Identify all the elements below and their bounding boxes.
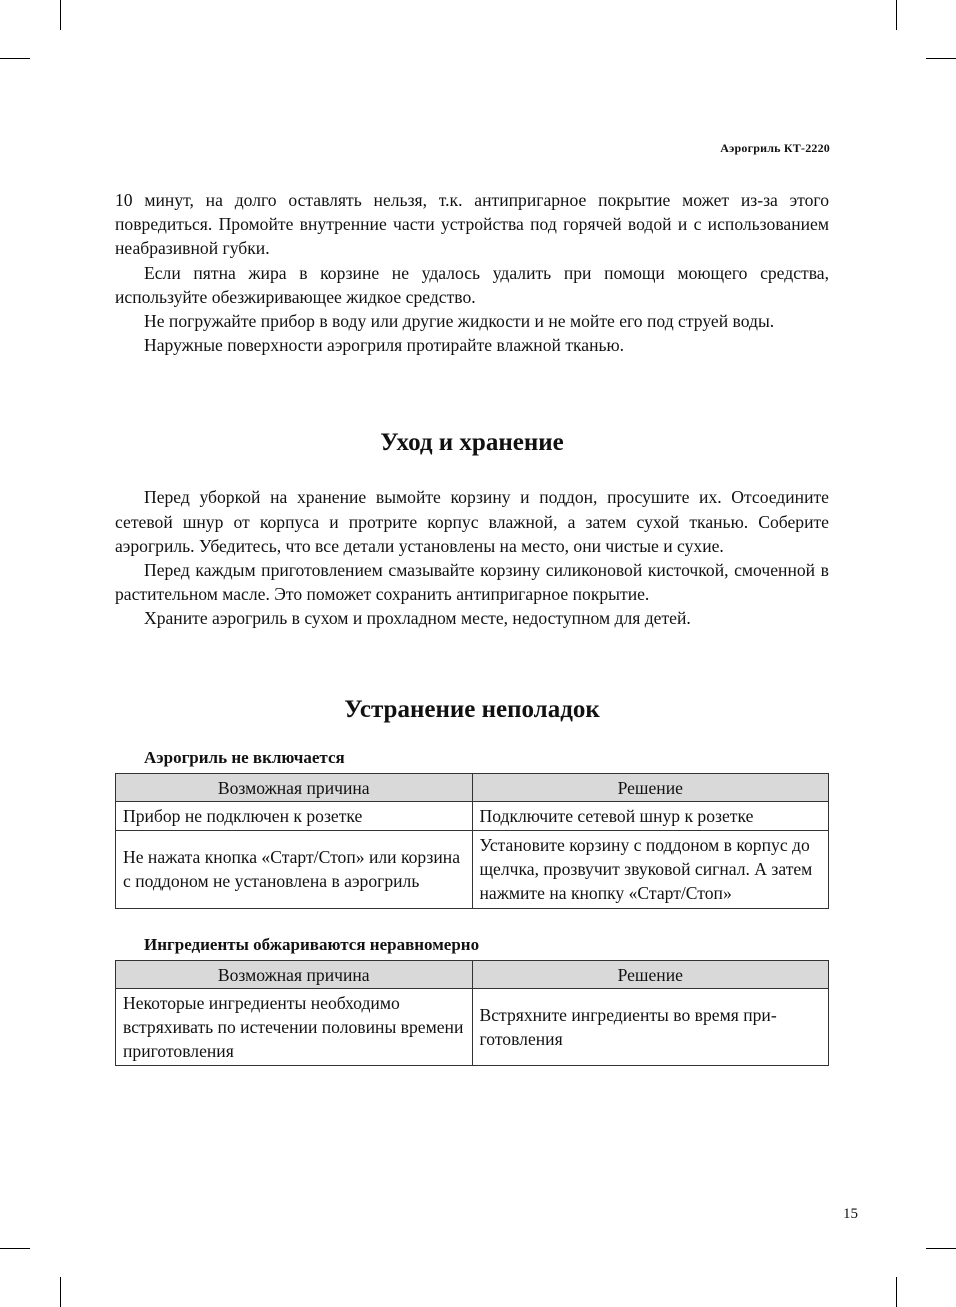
table-row [116, 801, 829, 830]
solution-cell: Встряхните ингредиенты во время приготовления [472, 988, 829, 1066]
table-row [116, 988, 829, 1066]
solution-cell: Установите корзину с поддоном в корпус до щелчка, прозвучит звуковой сигнал. А затем нажмите на кнопку «Старт/Стоп» [472, 831, 829, 909]
column-header-cause: Возможная причина [116, 960, 473, 988]
paragraph: Не погружайте прибор в воду или другие жидкости и не мойте его под струей воды. [144, 311, 775, 332]
crop-mark [60, 1277, 61, 1307]
crop-mark [926, 1248, 956, 1249]
page-content [115, 188, 829, 1066]
table-row [116, 831, 829, 909]
solution-cell: Подключите сетевой шнур к розетке [472, 801, 829, 830]
intro-section [115, 188, 829, 357]
page-number: 15 [843, 1206, 858, 1222]
care-section-title: Уход и хранение [380, 429, 564, 457]
paragraph: Перед уборкой на хранение вымойте корзину и поддон, просушите их. Отсоедините сетевой шнур от корпуса и протрите корпус влажной, а затем сухой тканью. Соберите аэрогриль. Убедитесь, что все детали установлены на место, они чистые и сухие. [115, 487, 829, 556]
cause-cell: Не нажата кнопка «Старт/Стоп» или корзина с поддоном не установлена в аэрогриль [116, 831, 473, 909]
crop-mark [60, 0, 61, 30]
table-header-row [116, 773, 829, 801]
troubleshooting-section-title: Устранение неполадок [344, 695, 600, 723]
problem-title: Аэрогриль не включается [144, 747, 345, 767]
care-section [115, 485, 829, 630]
table-header-row [116, 960, 829, 988]
crop-mark [0, 58, 30, 59]
crop-mark [0, 1248, 30, 1249]
column-header-cause: Возможная причина [116, 773, 473, 801]
paragraph: 10 минут, на долго оставлять нельзя, т.к. антипригарное покрытие может из-за этого повредиться. Промойте внутренние части устройства под горячей водой и с использованием неабразивной губки. [115, 190, 829, 259]
crop-mark [896, 1277, 897, 1307]
paragraph: Храните аэрогриль в сухом и прохладном месте, недоступном для детей. [144, 608, 691, 629]
crop-mark [896, 0, 897, 30]
troubleshooting-table [115, 960, 829, 1067]
crop-mark [926, 58, 956, 59]
troubleshooting-table [115, 773, 829, 909]
column-header-solution: Решение [472, 773, 829, 801]
column-header-solution: Решение [472, 960, 829, 988]
paragraph: Если пятна жира в корзине не удалось удалить при помощи моющего средства, используйте обезжиривающее жидкое средство. [115, 262, 829, 307]
running-header: Аэрогриль КТ-2220 [720, 141, 830, 155]
cause-cell: Прибор не подключен к розетке [116, 801, 473, 830]
problem-title: Ингредиенты обжариваются неравномерно [144, 934, 480, 954]
paragraph: Перед каждым приготовлением смазывайте корзину силиконовой кисточкой, смоченной в растительном масле. Это поможет сохранить антипригарное покрытие. [115, 560, 829, 605]
cause-cell: Некоторые ингредиенты необходимо встряхивать по истечении половины времени приготовления [116, 988, 473, 1066]
paragraph: Наружные поверхности аэрогриля протирайте влажной тканью. [144, 335, 625, 356]
